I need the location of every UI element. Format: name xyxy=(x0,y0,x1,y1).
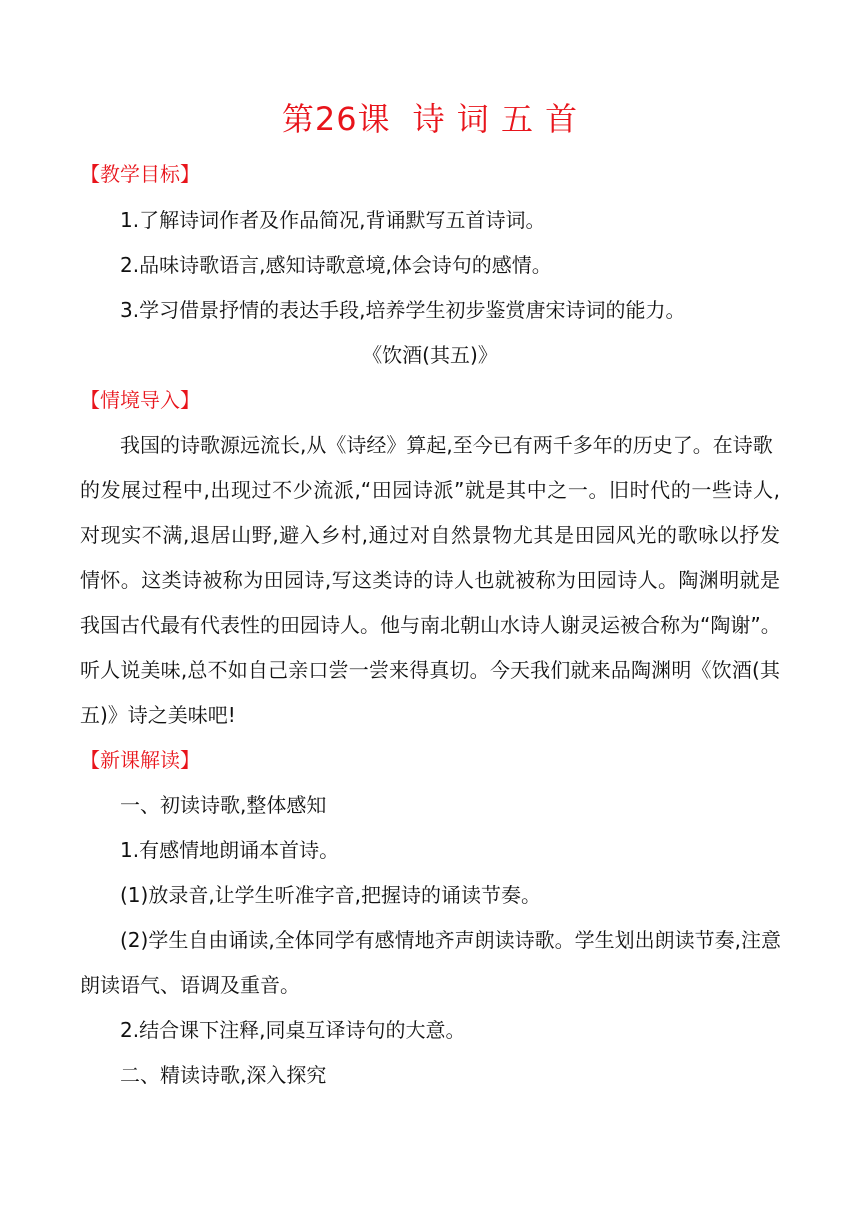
part-one-heading: 一、初读诗歌,整体感知 xyxy=(120,793,327,817)
objective-item-3: 3.学习借景抒情的表达手段,培养学生初步鉴赏唐宋诗词的能力。 xyxy=(120,298,686,322)
intro-paragraph-line: 我国的诗歌源远流长,从《诗经》算起,至今已有两千多年的历史了。在诗歌 xyxy=(120,433,773,457)
sub-step-two-line-2: 朗读语气、语调及重音。 xyxy=(80,973,300,997)
sub-step-one: (1)放录音,让学生听准字音,把握诗的诵读节奏。 xyxy=(120,883,542,907)
intro-paragraph-line: 对现实不满,退居山野,避入乡村,通过对自然景物尤其是田园风光的歌咏以抒发 xyxy=(80,523,780,547)
objective-item-1: 1.了解诗词作者及作品简况,背诵默写五首诗词。 xyxy=(120,208,546,232)
step-one: 1.有感情地朗诵本首诗。 xyxy=(120,838,340,862)
lesson-number: 第26课 xyxy=(281,100,391,138)
step-two: 2.结合课下注释,同桌互译诗句的大意。 xyxy=(120,1018,466,1042)
lesson-name: 诗 词 五 首 xyxy=(412,100,579,138)
intro-paragraph-line: 的发展过程中,出现过不少流派,“田园诗派”就是其中之一。旧时代的一些诗人, xyxy=(80,478,780,502)
new-lesson-heading: 【新课解读】 xyxy=(80,748,200,772)
intro-paragraph-line: 我国古代最有代表性的田园诗人。他与南北朝山水诗人谢灵运被合称为“陶谢”。 xyxy=(80,613,781,637)
part-two-heading: 二、精读诗歌,深入探究 xyxy=(120,1063,327,1087)
intro-heading: 【情境导入】 xyxy=(80,388,200,412)
intro-paragraph-line: 情怀。这类诗被称为田园诗,写这类诗的诗人也就被称为田园诗人。陶渊明就是 xyxy=(80,568,780,592)
sub-step-two-line-1: (2)学生自由诵读,全体同学有感情地齐声朗读诗歌。学生划出朗读节奏,注意 xyxy=(120,928,782,952)
intro-paragraph-line: 五)》诗之美味吧! xyxy=(80,703,236,727)
page-title xyxy=(0,97,860,141)
poem-title: 《饮酒(其五)》 xyxy=(362,343,498,367)
objective-item-2: 2.品味诗歌语言,感知诗歌意境,体会诗句的感情。 xyxy=(120,253,552,277)
objectives-heading: 【教学目标】 xyxy=(80,162,200,186)
intro-paragraph-line: 听人说美味,总不如自己亲口尝一尝来得真切。今天我们就来品陶渊明《饮酒(其 xyxy=(80,658,780,682)
